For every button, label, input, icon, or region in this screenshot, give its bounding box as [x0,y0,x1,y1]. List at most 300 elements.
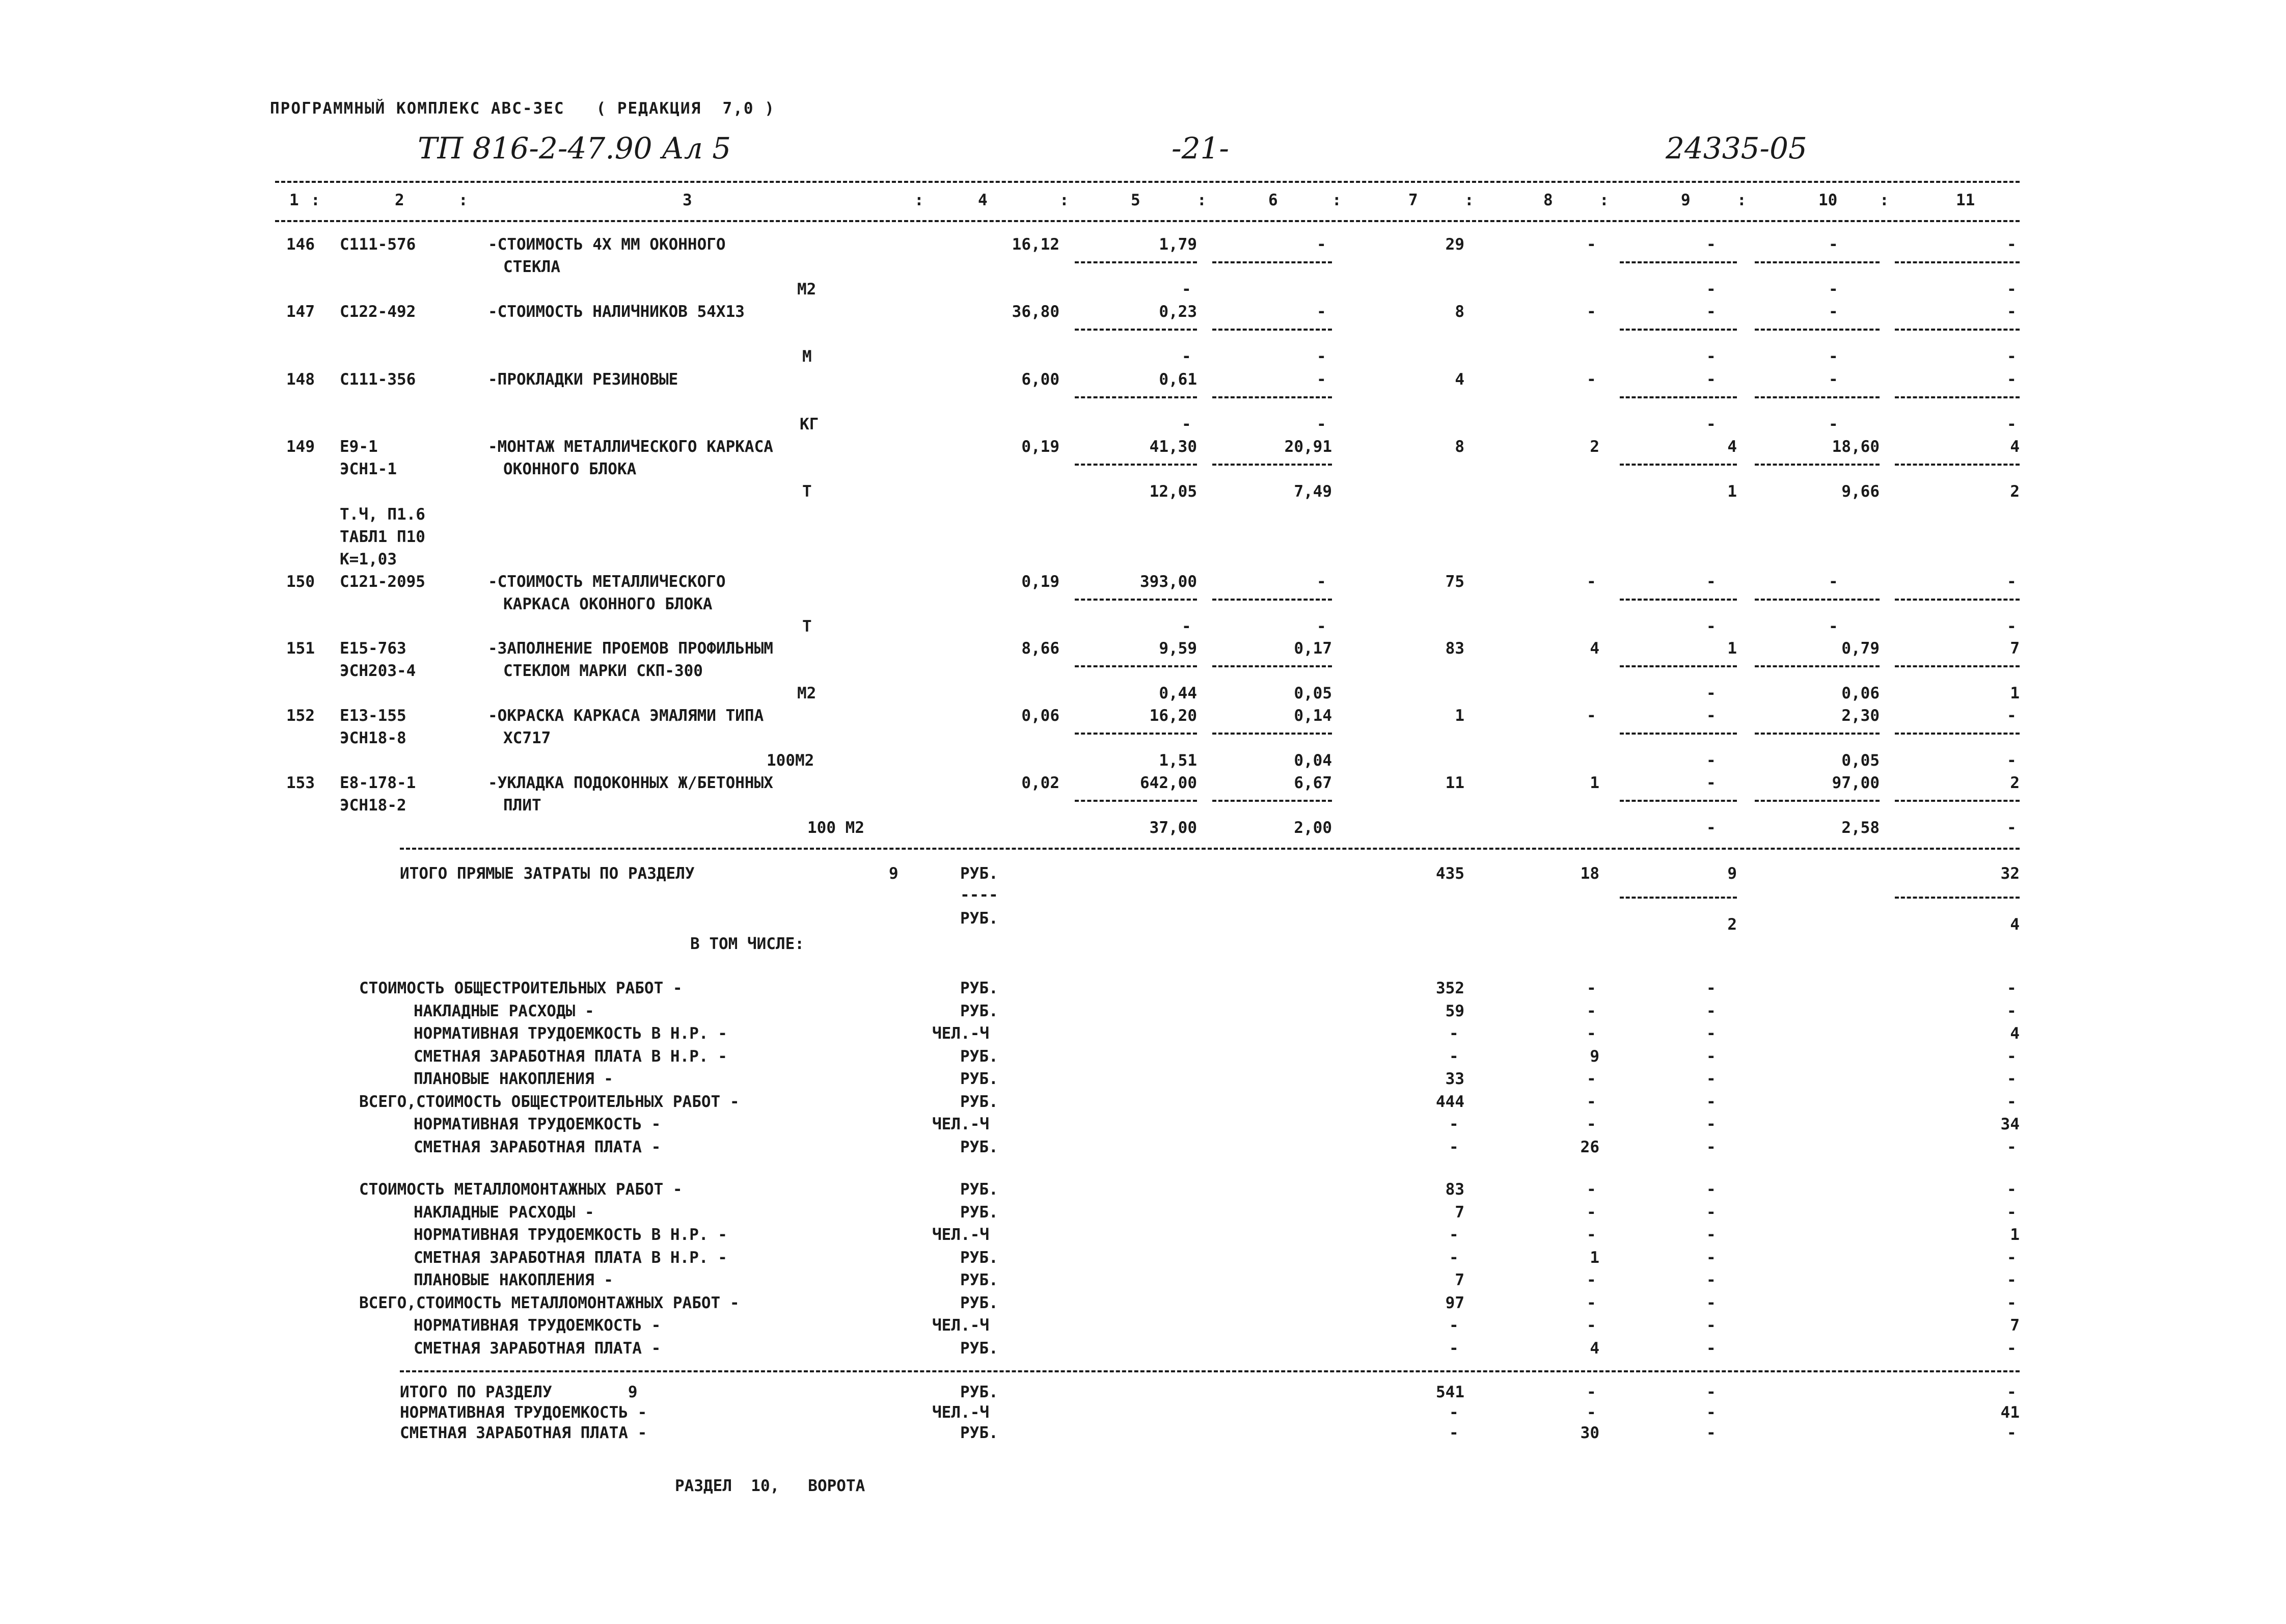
total-direct-label: ИТОГО ПРЯМЫЕ ЗАТРАТЫ ПО РАЗДЕЛУ [400,864,695,883]
breakdown-cost: - [1449,1047,1459,1066]
labor-total-secondary: 1 [2010,684,2020,702]
machine-secondary: - [1706,751,1716,770]
breakdown-wage: - [1587,1293,1596,1312]
measure-unit: Т [802,617,812,636]
breakdown-label: НОРМАТИВНАЯ ТРУДОЕМКОСТЬ - [414,1115,661,1133]
column-header-1: 1 [289,191,299,209]
unit-wage-rule [1212,396,1332,398]
breakdown-machine: - [1706,1293,1716,1312]
breakdown-unit: ЧЕЛ.-Ч [932,1115,989,1133]
section-total-unit: РУБ. [960,1383,998,1401]
total-machine-rule [1620,897,1737,899]
labor-total-secondary: - [2007,819,2017,837]
work-name: СТЕКЛА [503,258,560,276]
breakdown-wage: - [1587,1226,1596,1244]
unit-cost-secondary: 1,51 [1159,751,1197,770]
row-number: 149 [286,438,315,456]
labor-rule [1755,261,1880,263]
labor-rule [1755,599,1880,601]
section-total-wage: - [1587,1403,1596,1422]
unit-wage: - [1317,370,1326,389]
labor-secondary: - [1829,280,1838,299]
section-total-unit: ЧЕЛ.-Ч [932,1403,989,1422]
breakdown-wage: 4 [1590,1339,1599,1358]
breakdown-cost: - [1449,1248,1459,1267]
quantity: 36,80 [1012,303,1059,321]
column-separator: : [311,191,320,209]
unit-wage-secondary: 7,49 [1294,482,1332,501]
work-name: ПЛИТ [503,796,541,815]
total-machine: - [1706,573,1716,591]
unit-cost-secondary: 0,44 [1159,684,1197,702]
column-separator: : [1464,191,1474,209]
breakdown-label: НОРМАТИВНАЯ ТРУДОЕМКОСТЬ В Н.Р. - [414,1226,727,1244]
column-separator: : [1059,191,1069,209]
machine-rule [1620,665,1737,667]
breakdown-label: СМЕТНАЯ ЗАРАБОТНАЯ ПЛАТА В Н.Р. - [414,1047,727,1066]
quantity: 0,06 [1021,707,1059,725]
measure-unit: 100М2 [767,751,814,770]
section-total-label: СМЕТНАЯ ЗАРАБОТНАЯ ПЛАТА - [400,1424,647,1442]
breakdown-labor: - [2007,1271,2017,1289]
machine-rule [1620,464,1737,466]
labor-total-rule [1895,464,2020,466]
total-direct-labor: 32 [2000,864,2020,883]
row-number: 147 [286,303,315,321]
measure-unit: КГ [800,415,819,434]
total-cost: 75 [1445,573,1464,591]
breakdown-unit: РУБ. [960,1070,998,1088]
breakdown-wage: - [1587,1115,1596,1133]
breakdown-label: СТОИМОСТЬ ОБЩЕСТРОИТЕЛЬНЫХ РАБОТ - [359,979,683,997]
breakdown-labor: - [2007,1138,2017,1156]
price-code-secondary: ЭСН1-1 [340,460,397,478]
labor: - [1829,303,1838,321]
row-number: 153 [286,774,315,792]
breakdown-cost: 33 [1445,1070,1464,1088]
total-machine: - [1706,303,1716,321]
unit-wage-secondary: - [1317,617,1326,636]
labor-rule [1755,329,1880,331]
breakdown-wage: - [1587,1070,1596,1088]
breakdown-machine: - [1706,1070,1716,1088]
labor-total-rule [1895,329,2020,331]
labor: 18,60 [1832,438,1880,456]
breakdown-unit: РУБ. [960,1138,998,1156]
unit-wage: 20,91 [1284,438,1332,456]
breakdown-labor: - [2007,1092,2017,1111]
row-number: 150 [286,573,315,591]
breakdown-cost: - [1449,1115,1459,1133]
unit-wage: - [1317,573,1326,591]
breakdown-cost: 444 [1436,1092,1464,1111]
labor-secondary: - [1829,617,1838,636]
column-separator: : [1880,191,1889,209]
price-code: Е13-155 [340,707,406,725]
breakdown-wage: - [1587,1203,1596,1222]
breakdown-label: СМЕТНАЯ ЗАРАБОТНАЯ ПЛАТА В Н.Р. - [414,1248,727,1267]
column-header-9: 9 [1681,191,1691,209]
price-code: С121-2095 [340,573,425,591]
unit-wage-rule [1212,329,1332,331]
breakdown-machine: - [1706,1316,1716,1335]
labor-secondary: 9,66 [1841,482,1880,501]
breakdown-machine: - [1706,1047,1716,1066]
machine-secondary: - [1706,617,1716,636]
breakdown-machine: - [1706,1339,1716,1358]
breakdown-cost: 59 [1445,1002,1464,1020]
breakdown-label: НАКЛАДНЫЕ РАСХОДЫ - [414,1002,594,1020]
section-total-rule [400,1370,2020,1372]
labor-rule [1755,665,1880,667]
unit-cost-rule [1075,261,1197,263]
unit-cost: 0,61 [1159,370,1197,389]
unit-cost-rule [1075,800,1197,802]
labor-total-secondary: - [2007,280,2017,299]
column-separator: : [1599,191,1609,209]
total-direct-machine-secondary: 2 [1727,915,1737,934]
labor-rule [1755,733,1880,735]
breakdown-unit: РУБ. [960,1002,998,1020]
breakdown-wage: - [1587,1024,1596,1043]
total-wage: - [1587,573,1596,591]
breakdown-labor: 34 [2000,1115,2020,1133]
total-direct-unit: РУБ. [960,909,998,928]
labor-total: - [2007,235,2017,254]
work-name: -СТОИМОСТЬ НАЛИЧНИКОВ 54Х13 [488,303,745,321]
price-code-secondary: ЭСН18-2 [340,796,406,815]
work-name: -СТОИМОСТЬ 4Х ММ ОКОННОГО [488,235,726,254]
unit-wage-rule [1212,261,1332,263]
total-direct-labor-secondary: 4 [2010,915,2020,934]
breakdown-machine: - [1706,1002,1716,1020]
breakdown-machine: - [1706,1180,1716,1199]
machine-rule [1620,599,1737,601]
work-name: -ПРОКЛАДКИ РЕЗИНОВЫЕ [488,370,678,389]
page-number-handwritten: -21- [1172,131,1229,166]
breakdown-machine: - [1706,1138,1716,1156]
unit-wage-secondary: 0,04 [1294,751,1332,770]
labor: - [1829,370,1838,389]
section-total-cost: - [1449,1403,1459,1422]
section-total-label: ИТОГО ПО РАЗДЕЛУ 9 [400,1383,638,1401]
column-separator: : [1197,191,1207,209]
coefficient-note: ТАБЛ1 П10 [340,528,425,546]
breakdown-cost: 83 [1445,1180,1464,1199]
row-number: 151 [286,639,315,658]
price-code: С111-356 [340,370,416,389]
unit-cost-secondary: 12,05 [1149,482,1197,501]
work-name: КАРКАСА ОКОННОГО БЛОКА [503,595,713,613]
labor-total: - [2007,370,2017,389]
breakdown-unit: РУБ. [960,1271,998,1289]
unit-cost-rule [1075,329,1197,331]
breakdown-machine: - [1706,1271,1716,1289]
unit-wage: - [1317,303,1326,321]
unit-cost-rule [1075,733,1197,735]
unit-wage-secondary: - [1317,415,1326,434]
total-machine: - [1706,370,1716,389]
work-name: СТЕКЛОМ МАРКИ СКП-300 [503,662,703,680]
labor-total-rule [1895,800,2020,802]
column-header-8: 8 [1543,191,1553,209]
section-total-label: НОРМАТИВНАЯ ТРУДОЕМКОСТЬ - [400,1403,647,1422]
doc-code-handwritten: ТП 816-2-47.90 Ал 5 [418,131,731,166]
quantity: 16,12 [1012,235,1059,254]
unit-cost-secondary: - [1182,617,1191,636]
total-wage: - [1587,707,1596,725]
price-code-secondary: ЭСН18-8 [340,729,406,747]
breakdown-labor: - [2007,979,2017,997]
breakdown-label: СМЕТНАЯ ЗАРАБОТНАЯ ПЛАТА - [414,1339,661,1358]
total-wage: - [1587,235,1596,254]
breakdown-cost: 352 [1436,979,1464,997]
quantity: 0,19 [1021,573,1059,591]
unit-cost: 393,00 [1140,573,1197,591]
breakdown-cost: 7 [1455,1203,1464,1222]
price-code: С122-492 [340,303,416,321]
breakdown-label: ПЛАНОВЫЕ НАКОПЛЕНИЯ - [414,1271,613,1289]
breakdown-wage: 9 [1590,1047,1599,1066]
quantity: 0,19 [1021,438,1059,456]
total-cost: 8 [1455,303,1464,321]
section-total-labor: - [2007,1383,2017,1401]
total-direct-unit: РУБ. [960,864,998,883]
breakdown-unit: РУБ. [960,1248,998,1267]
column-header-4: 4 [978,191,988,209]
breakdown-labor: 4 [2010,1024,2020,1043]
breakdown-label: НОРМАТИВНАЯ ТРУДОЕМКОСТЬ - [414,1316,661,1335]
measure-unit: Т [802,482,812,501]
labor-rule [1755,800,1880,802]
total-machine: - [1706,707,1716,725]
labor-total-rule [1895,396,2020,398]
total-wage: - [1587,370,1596,389]
labor-total-secondary: - [2007,415,2017,434]
breakdown-cost: 97 [1445,1293,1464,1312]
row-number: 148 [286,370,315,389]
total-direct-wage: 18 [1580,864,1599,883]
column-header-10: 10 [1818,191,1838,209]
unit-cost: 9,59 [1159,639,1197,658]
column-header-7: 7 [1408,191,1418,209]
table-header-rule [275,220,2020,222]
labor-rule [1755,396,1880,398]
labor-total: - [2007,707,2017,725]
total-cost: 29 [1445,235,1464,254]
labor-secondary: 0,05 [1841,751,1880,770]
labor-total-rule [1895,665,2020,667]
breakdown-machine: - [1706,1092,1716,1111]
unit-wage-rule [1212,599,1332,601]
breakdown-label: ВСЕГО,СТОИМОСТЬ МЕТАЛЛОМОНТАЖНЫХ РАБОТ - [359,1293,740,1312]
breakdown-labor: - [2007,1248,2017,1267]
unit-cost-rule [1075,665,1197,667]
labor-total-secondary: - [2007,617,2017,636]
machine-secondary: - [1706,415,1716,434]
labor-secondary: 0,06 [1841,684,1880,702]
price-code: Е9-1 [340,438,378,456]
total-cost: 1 [1455,707,1464,725]
unit-wage-secondary: 2,00 [1294,819,1332,837]
breakdown-unit: РУБ. [960,1047,998,1066]
total-direct-section: 9 [889,864,899,883]
breakdown-wage: - [1587,1316,1596,1335]
coefficient-note: Т.Ч, П1.6 [340,505,425,524]
column-header-5: 5 [1131,191,1140,209]
including-label: В ТОМ ЧИСЛЕ: [690,935,804,953]
section-total-machine: - [1706,1383,1716,1401]
column-separator: : [458,191,468,209]
total-machine: - [1706,235,1716,254]
machine-secondary: - [1706,684,1716,702]
unit-wage: 0,17 [1294,639,1332,658]
unit-cost: 0,23 [1159,303,1197,321]
column-separator: : [1332,191,1342,209]
total-wage: 2 [1590,438,1599,456]
breakdown-unit: РУБ. [960,1092,998,1111]
section-total-machine: - [1706,1403,1716,1422]
breakdown-wage: - [1587,1180,1596,1199]
machine-rule [1620,261,1737,263]
machine-secondary: - [1706,347,1716,366]
row-number: 152 [286,707,315,725]
column-header-2: 2 [395,191,404,209]
machine-secondary: - [1706,819,1716,837]
labor-secondary: - [1829,415,1838,434]
quantity: 0,02 [1021,774,1059,792]
labor-total: 2 [2010,774,2020,792]
column-header-11: 11 [1956,191,1975,209]
labor-total: 7 [2010,639,2020,658]
program-header: ПРОГРАММНЫЙ КОМПЛЕКС АВС-3ЕС ( РЕДАКЦИЯ 7,0 ) [270,99,775,118]
breakdown-labor: - [2007,1203,2017,1222]
breakdown-labor: 1 [2010,1226,2020,1244]
work-name: ХС717 [503,729,551,747]
work-name: -ЗАПОЛНЕНИЕ ПРОЕМОВ ПРОФИЛЬНЫМ [488,639,773,658]
unit-cost: 642,00 [1140,774,1197,792]
labor: 97,00 [1832,774,1880,792]
unit-wage-rule [1212,665,1332,667]
breakdown-machine: - [1706,1115,1716,1133]
breakdown-labor: - [2007,1002,2017,1020]
work-name: -ОКРАСКА КАРКАСА ЭМАЛЯМИ ТИПА [488,707,764,725]
labor: 2,30 [1841,707,1880,725]
unit-cost-secondary: - [1182,415,1191,434]
total-machine: 4 [1727,438,1737,456]
total-cost: 4 [1455,370,1464,389]
breakdown-wage: - [1587,1271,1596,1289]
column-separator: : [1737,191,1747,209]
work-name: -МОНТАЖ МЕТАЛЛИЧЕСКОГО КАРКАСА [488,438,773,456]
unit-underline: ---- [960,886,998,904]
coefficient-note: К=1,03 [340,550,397,569]
price-code: С111-576 [340,235,416,254]
breakdown-unit: РУБ. [960,1293,998,1312]
machine-secondary: 1 [1727,482,1737,501]
labor-total-rule [1895,599,2020,601]
unit-wage: 6,67 [1294,774,1332,792]
labor-total: 4 [2010,438,2020,456]
document-number-handwritten: 24335-05 [1666,131,1807,166]
breakdown-wage: - [1587,979,1596,997]
measure-unit: М2 [797,280,817,299]
breakdown-label: ВСЕГО,СТОИМОСТЬ ОБЩЕСТРОИТЕЛЬНЫХ РАБОТ - [359,1092,740,1111]
labor-total-secondary: 2 [2010,482,2020,501]
unit-wage-secondary: 0,05 [1294,684,1332,702]
labor-total-rule [1895,261,2020,263]
measure-unit: М2 [797,684,817,702]
quantity: 8,66 [1021,639,1059,658]
breakdown-wage: - [1587,1092,1596,1111]
breakdown-cost: - [1449,1138,1459,1156]
section-total-wage: 30 [1580,1424,1599,1442]
unit-cost-rule [1075,599,1197,601]
work-name: -УКЛАДКА ПОДОКОННЫХ Ж/БЕТОННЫХ [488,774,773,792]
total-rule [400,848,2020,850]
total-labor-rule [1895,897,2020,899]
breakdown-unit: РУБ. [960,979,998,997]
unit-cost: 16,20 [1149,707,1197,725]
total-cost: 83 [1445,639,1464,658]
labor: 0,79 [1841,639,1880,658]
unit-cost-secondary: - [1182,347,1191,366]
total-machine: - [1706,774,1716,792]
labor-total: - [2007,303,2017,321]
breakdown-cost: - [1449,1316,1459,1335]
total-wage: 1 [1590,774,1599,792]
work-name: ОКОННОГО БЛОКА [503,460,637,478]
breakdown-label: СТОИМОСТЬ МЕТАЛЛОМОНТАЖНЫХ РАБОТ - [359,1180,683,1199]
total-wage: - [1587,303,1596,321]
breakdown-unit: ЧЕЛ.-Ч [932,1024,989,1043]
labor: - [1829,573,1838,591]
column-separator: : [914,191,924,209]
total-wage: 4 [1590,639,1599,658]
measure-unit: М [802,347,812,366]
unit-cost: 41,30 [1149,438,1197,456]
breakdown-label: ПЛАНОВЫЕ НАКОПЛЕНИЯ - [414,1070,613,1088]
machine-rule [1620,329,1737,331]
column-header-6: 6 [1268,191,1278,209]
labor-secondary: 2,58 [1841,819,1880,837]
breakdown-label: НОРМАТИВНАЯ ТРУДОЕМКОСТЬ В Н.Р. - [414,1024,727,1043]
breakdown-unit: РУБ. [960,1180,998,1199]
next-section-heading: РАЗДЕЛ 10, ВОРОТА [675,1477,865,1495]
section-total-wage: - [1587,1383,1596,1401]
total-direct-machine: 9 [1727,864,1737,883]
unit-wage-rule [1212,733,1332,735]
price-code: Е8-178-1 [340,774,416,792]
machine-rule [1620,800,1737,802]
unit-wage-rule [1212,464,1332,466]
breakdown-machine: - [1706,1024,1716,1043]
breakdown-labor: 7 [2010,1316,2020,1335]
breakdown-labor: - [2007,1293,2017,1312]
unit-wage-secondary: - [1317,347,1326,366]
machine-rule [1620,733,1737,735]
labor-total: - [2007,573,2017,591]
unit-cost-rule [1075,396,1197,398]
labor-rule [1755,464,1880,466]
breakdown-unit: РУБ. [960,1339,998,1358]
breakdown-wage: 1 [1590,1248,1599,1267]
breakdown-labor: - [2007,1047,2017,1066]
labor-total-secondary: - [2007,347,2017,366]
breakdown-cost: - [1449,1024,1459,1043]
unit-cost-rule [1075,464,1197,466]
breakdown-machine: - [1706,1226,1716,1244]
